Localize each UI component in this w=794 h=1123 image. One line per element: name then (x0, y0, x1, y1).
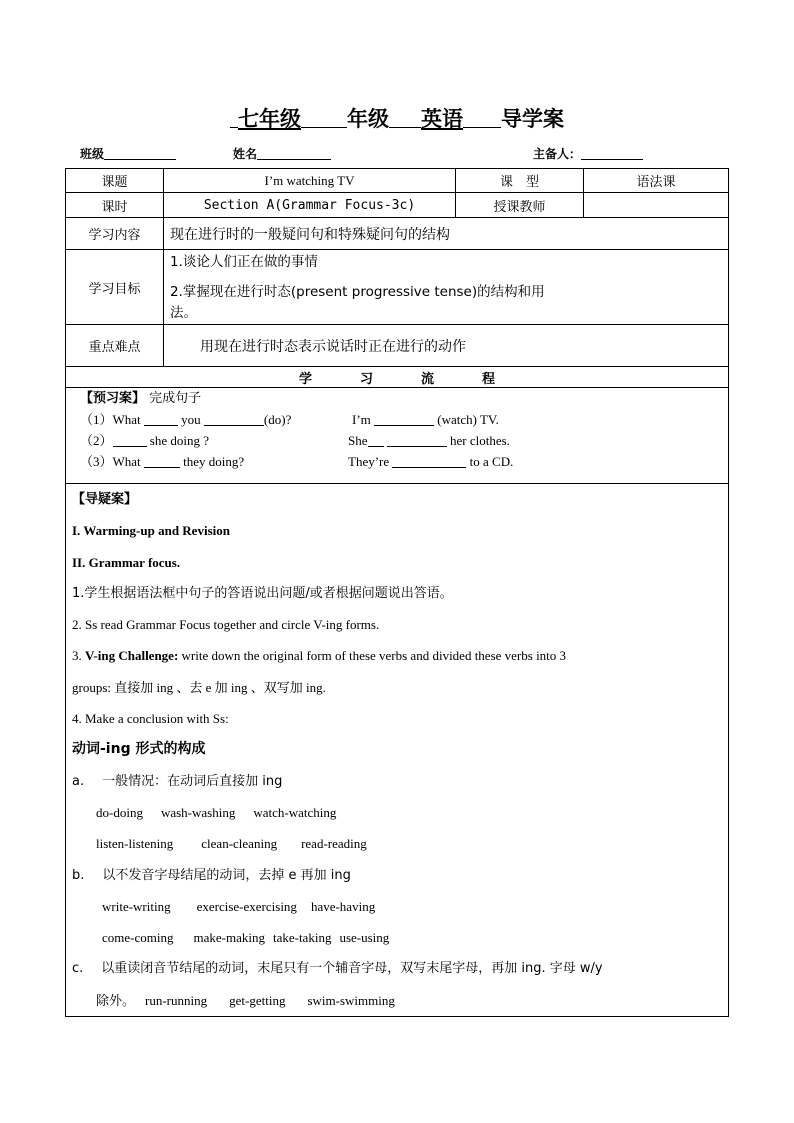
title-blank (230, 109, 238, 128)
q3-text: （3）What (80, 454, 141, 469)
teacher-value[interactable] (584, 193, 729, 218)
preparer-field (533, 145, 643, 162)
guide-row (66, 484, 729, 1017)
a2-blank[interactable] (387, 434, 447, 447)
example-word: clean-cleaning (201, 836, 278, 852)
type-label: 课 型 (456, 169, 584, 193)
class-blank[interactable] (104, 147, 176, 160)
rule-a (72, 766, 722, 797)
rule-b (72, 860, 722, 891)
guide-line-3-text: write down the original form of these verbs and divided these verbs into 3 (178, 648, 567, 664)
flow-row (66, 367, 729, 388)
title-subject: 英语 (421, 107, 463, 131)
example-word: swim-swimming (307, 992, 395, 1008)
guide-section (66, 484, 729, 1017)
period-value: Section A(Grammar Focus-3c) (164, 193, 456, 218)
example-word: make-making (193, 930, 265, 946)
goal-label: 学习目标 (66, 250, 164, 325)
preparer-label: 主备人： (533, 147, 582, 161)
a3-text: to a CD. (469, 454, 514, 469)
q3-blank[interactable] (144, 455, 180, 468)
period-row (66, 193, 729, 218)
flow-heading (66, 367, 729, 388)
flow-char: 程 (482, 371, 496, 387)
period-label: 课时 (66, 193, 164, 218)
rule-b-text: 以不发音字母结尾的动词，去掉 e 再加 ing (102, 867, 351, 883)
goal-1: 1.谈论人们正在做的事情 (170, 254, 318, 270)
a2-blank[interactable] (368, 434, 384, 447)
topic-row (66, 169, 729, 193)
document-title (0, 103, 794, 133)
q1-text: (do)? (263, 412, 292, 427)
guide-heading: 【导疑案】 (72, 492, 138, 507)
preview-heading: 【预习案】 (80, 391, 146, 406)
guide-line-1: 1.学生根据语法框中句子的答语说出问题/或者根据问题说出答语。 (72, 585, 453, 601)
flow-char: 流 (421, 371, 435, 387)
guide-step-2: II. Grammar focus. (72, 554, 181, 570)
example-word: listen-listening (96, 836, 174, 852)
a3-blank[interactable] (392, 455, 466, 468)
example-word: read-reading (301, 836, 367, 852)
q1-text: （1）What (80, 412, 141, 427)
name-label: 姓名 (233, 147, 258, 161)
title-blank (301, 109, 347, 128)
a2-text: She (348, 433, 368, 448)
goal-2-cont: 法。 (170, 305, 197, 321)
example-word: watch-watching (253, 804, 337, 820)
preview-item-3 (72, 451, 722, 472)
study-plan-table (65, 168, 729, 1017)
key-value: 用现在进行时态表示说话时正在进行的动作 (164, 325, 729, 367)
ing-rules-title: 动词-ing 形式的构成 (72, 741, 206, 758)
rule-b-examples-2 (72, 922, 722, 953)
goal-row (66, 250, 729, 325)
class-field (80, 145, 176, 162)
teacher-label: 授课教师 (456, 193, 584, 218)
type-value: 语法课 (584, 169, 729, 193)
q1-blank[interactable] (144, 413, 178, 426)
q2-text: she doing ? (149, 433, 209, 448)
rule-a-examples-2 (72, 828, 722, 859)
flow-char: 学 (298, 371, 312, 387)
q1-blank[interactable] (204, 413, 264, 426)
example-word: have-having (310, 898, 376, 914)
topic-value: I’m watching TV (164, 169, 456, 193)
rule-c-examples (72, 985, 722, 1016)
example-word: wash-washing (160, 804, 236, 820)
example-word: take-taking (272, 930, 332, 946)
q3-text: they doing? (183, 454, 245, 469)
title-blank (389, 109, 421, 128)
flow-char: 习 (359, 371, 373, 387)
name-field (233, 145, 331, 162)
a3-text: They’re (348, 454, 390, 469)
a1-text: I’m (352, 412, 371, 427)
example-word: write-writing (102, 898, 171, 914)
rule-c-mark: c. (72, 961, 84, 977)
guide-step-1: I. Warming-up and Revision (72, 523, 230, 539)
example-word: exercise-exercising (196, 898, 297, 914)
example-word: run-running (145, 992, 208, 1008)
goal-value (164, 250, 729, 325)
topic-label: 课题 (66, 169, 164, 193)
example-word: use-using (339, 930, 390, 946)
preview-item-1 (72, 409, 722, 430)
q2-text: （2） (80, 433, 113, 448)
guide-line-3-cont: groups: 直接加 ing 、去 e 加 ing 、双写加 ing. (72, 679, 326, 695)
a1-blank[interactable] (374, 413, 434, 426)
title-grade: 七年级 (238, 107, 301, 131)
rule-b-examples-1 (72, 891, 722, 922)
guide-line-3-bold: V-ing Challenge: (85, 648, 179, 664)
guide-line-3 (72, 640, 722, 671)
key-row (66, 325, 729, 367)
content-value: 现在进行时的一般疑问句和特殊疑问句的结构 (164, 218, 729, 250)
name-blank[interactable] (257, 147, 331, 160)
q2-blank[interactable] (113, 434, 147, 447)
content-label: 学习内容 (66, 218, 164, 250)
title-blank (463, 109, 501, 128)
guide-line-4: 4. Make a conclusion with Ss: (72, 711, 229, 727)
rule-c (72, 953, 722, 984)
preparer-blank[interactable] (581, 147, 643, 160)
rule-c-tail: 除外。 (96, 993, 136, 1009)
example-word: come-coming (102, 930, 174, 946)
title-end: 导学案 (501, 107, 564, 131)
preview-heading-line (72, 388, 722, 409)
rule-c-text: 以重读闭音节结尾的动词，末尾只有一个辅音字母，双写末尾字母，再加 ing. 字母 w/y (101, 961, 603, 977)
title-mid: 年级 (347, 107, 389, 131)
key-label: 重点难点 (66, 325, 164, 367)
preview-task: 完成句子 (149, 391, 202, 406)
preview-item-2 (72, 430, 722, 451)
class-label: 班级 (80, 147, 105, 161)
preview-row (66, 388, 729, 484)
a1-text: (watch) TV. (437, 412, 499, 427)
example-word: do-doing (96, 804, 143, 820)
rule-b-mark: b. (72, 867, 85, 883)
example-word: get-getting (229, 992, 286, 1008)
content-row (66, 218, 729, 250)
guide-line-2: 2. Ss read Grammar Focus together and circle V-ing forms. (72, 617, 380, 633)
goal-2: 2.掌握现在进行时态(present progressive tense)的结构和用 (170, 284, 545, 300)
rule-a-mark: a. (72, 773, 85, 789)
q1-text: you (181, 412, 201, 427)
rule-a-examples-1 (72, 797, 722, 828)
preview-section (66, 388, 729, 484)
rule-a-text: 一般情况：在动词后直接加 ing (102, 773, 283, 789)
guide-line-3-num: 3. (72, 648, 85, 664)
a2-text: her clothes. (450, 433, 510, 448)
